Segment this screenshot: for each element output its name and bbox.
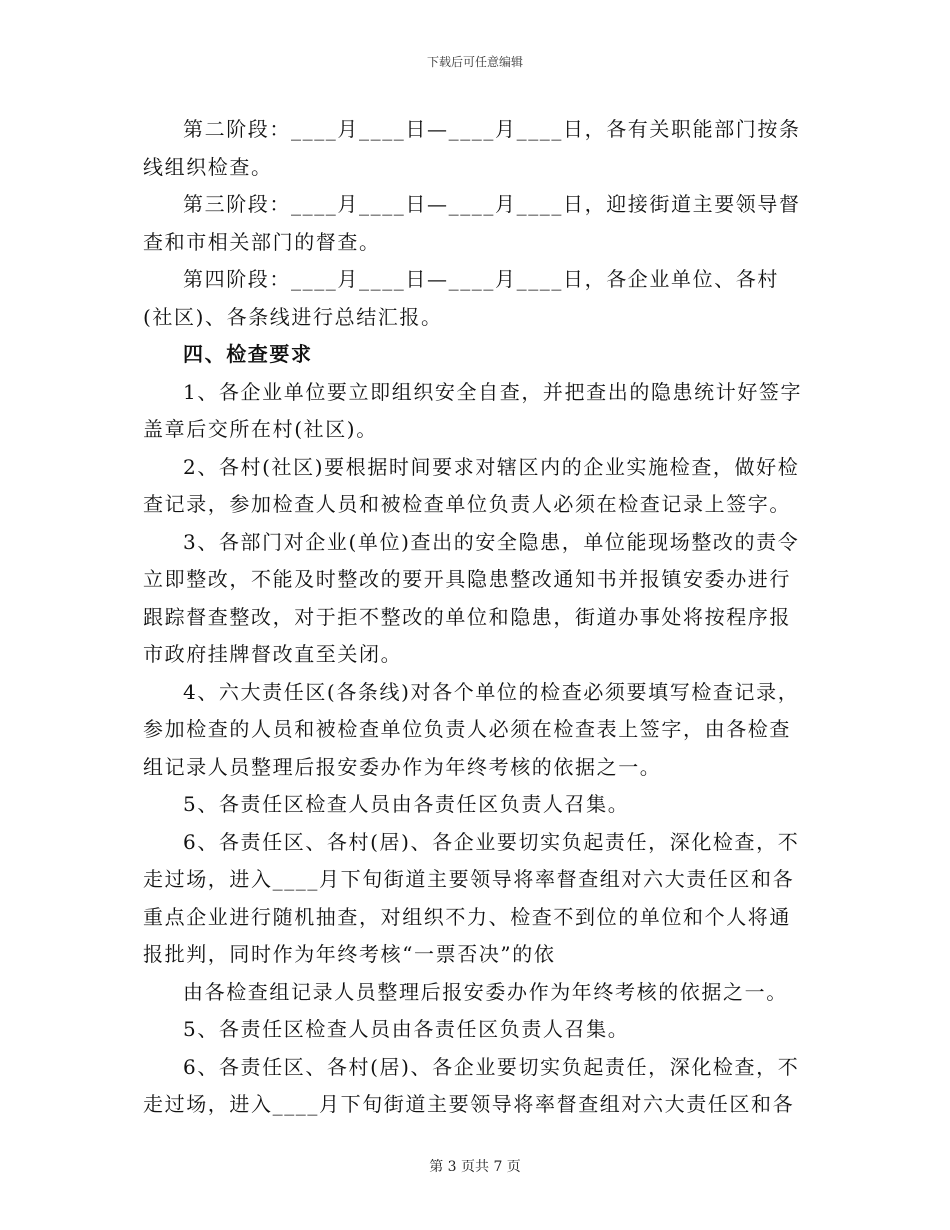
paragraph-stage-4: 第四阶段：____月____日—____月____日，各企业单位、各村(社区)、各条线进行总结汇报。 <box>143 267 779 329</box>
page-header: 下载后可任意编辑 <box>426 55 523 69</box>
requirement-5: 5、各责任区检查人员由各责任区负责人召集。 <box>183 792 630 816</box>
paragraph-stage-2: 第二阶段：____月____日—____月____日，各有关职能部门按条线组织检查。 <box>143 117 801 179</box>
requirement-6: 6、各责任区、各村(居)、各企业要切实负起责任，深化检查，不走过场，进入____月下旬街道主要领导将率督查组对六大责任区和各重点企业进行随机抽查，对组织不力、检查不到位的单位和个人将通报批判，同时作为年终考核“一票否决”的依 <box>143 829 800 966</box>
requirement-4: 4、六大责任区(各条线)对各个单位的检查必须要填写检查记录，参加检查的人员和被检查单位负责人必须在检查表上签字，由各检查组记录人员整理后报安委办作为年终考核的依据之一。 <box>143 679 800 779</box>
paragraph-stage-3: 第三阶段：____月____日—____月____日，迎接街道主要领导督查和市相关部门的督查。 <box>143 192 801 254</box>
page-footer: 第 3 页共 7 页 <box>429 1159 521 1175</box>
repeated-requirement-6: 6、各责任区、各村(居)、各企业要切实负起责任，深化检查，不走过场，进入____月下旬街道主要领导将率督查组对六大责任区和各 <box>143 1054 800 1116</box>
document-body <box>143 111 807 1124</box>
requirement-2: 2、各村(社区)要根据时间要求对辖区内的企业实施检查，做好检查记录，参加检查人员和被检查单位负责人必须在检查记录上签字。 <box>143 454 800 516</box>
requirement-3: 3、各部门对企业(单位)查出的安全隐患，单位能现场整改的责令立即整改，不能及时整改的要开具隐患整改通知书并报镇安委办进行跟踪督查整改，对于拒不整改的单位和隐患，街道办事处将按程序报市政府挂牌督改直至关闭。 <box>143 529 800 666</box>
repeated-paragraph-fragment: 由各检查组记录人员整理后报安委办作为年终考核的依据之一。 <box>183 979 788 1004</box>
requirement-1: 1、各企业单位要立即组织安全自查，并把查出的隐患统计好签字盖章后交所在村(社区)。 <box>143 379 803 441</box>
repeated-requirement-5: 5、各责任区检查人员由各责任区负责人召集。 <box>183 1017 630 1041</box>
section-heading-inspection-requirements: 四、检查要求 <box>183 342 313 366</box>
